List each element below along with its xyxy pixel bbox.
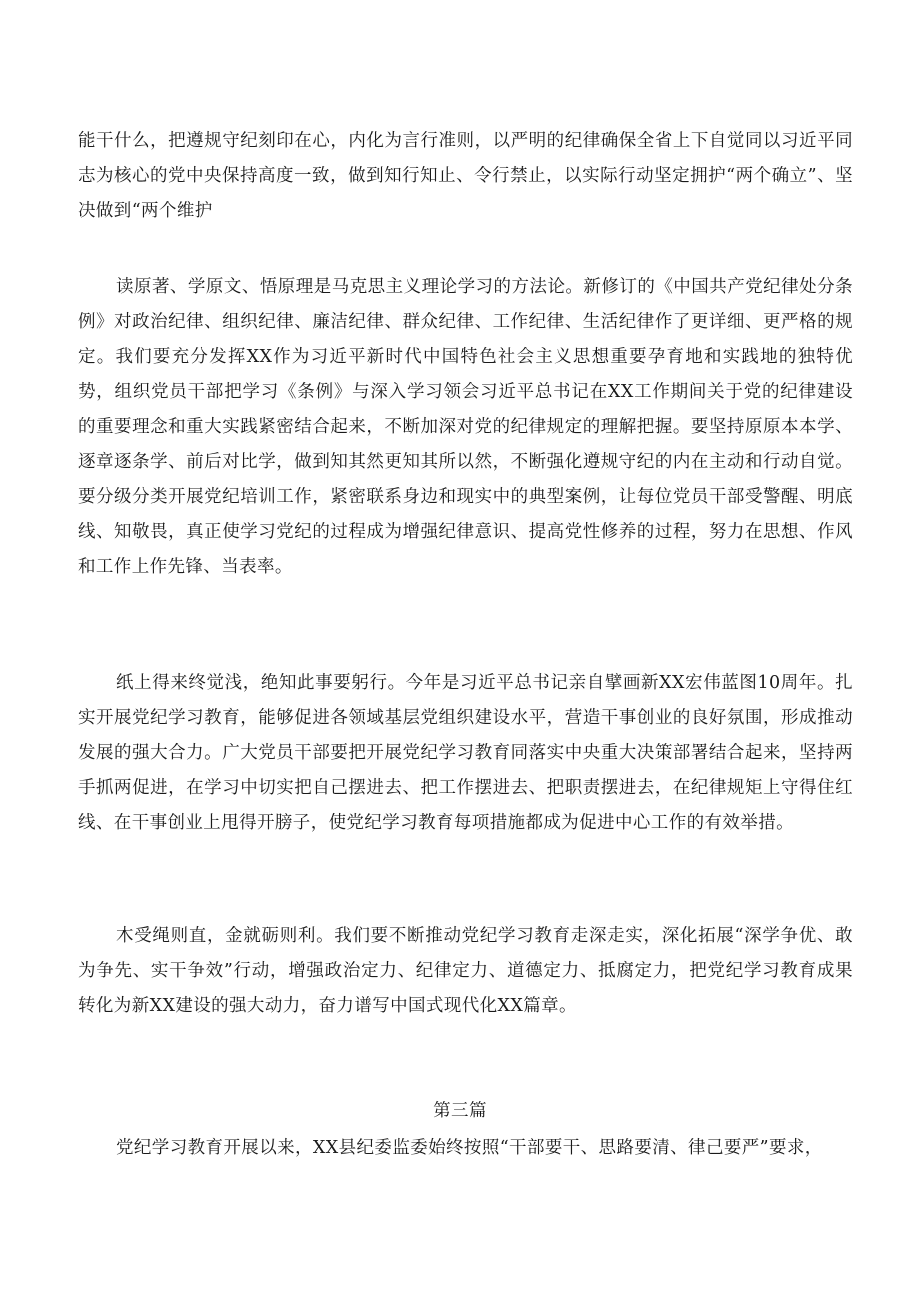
paragraph-continued: 能干什么，把遵规守纪刻印在心，内化为言行准则，以严明的纪律确保全省上下自觉同以习近平同志为核心的党中央保持高度一致，做到知行知止、令行禁止，以实际行动坚定拥护“两个确立”、坚决做到“两个维护 xyxy=(78,131,853,221)
paragraph-practice: 纸上得来终觉浅，绝知此事要躬行。今年是习近平总书记亲自擘画新XX宏伟蓝图10周年。扎实开展党纪学习教育，能够促进各领域基层党组织建设水平，营造干事创业的良好氛围，形成推动发展的强大合力。广大党员干部要把开展党纪学习教育同落实中央重大决策部署结合起来，坚持两手抓两促进，在学习中切实把自己摆进去、把工作摆进去、把职责摆进去，在纪律规矩上守得住红线、在干事创业上甩得开膀子，使党纪学习教育每项措施都成为促进中心工作的有效举措。 xyxy=(78,673,853,833)
paragraph-section-three-start: 党纪学习教育开展以来，XX县纪委监委始终按照“干部要干、思路要清、律己要严”要求， xyxy=(116,1138,823,1158)
paragraph-conclusion: 木受绳则直，金就砺则利。我们要不断推动党纪学习教育走深走实，深化拓展“深学争优、敢为争先、实干争效”行动，增强政治定力、纪律定力、道德定力、抵腐定力，把党纪学习教育成果转化为新XX建设的强大动力，奋力谱写中国式现代化XX篇章。 xyxy=(78,926,853,1016)
paragraph-study-original: 读原著、学原文、悟原理是马克思主义理论学习的方法论。新修订的《中国共产党纪律处分条例》对政治纪律、组织纪律、廉洁纪律、群众纪律、工作纪律、生活纪律作了更详细、更严格的规定。我们要充分发挥XX作为习近平新时代中国特色社会主义思想重要孕育地和实践地的独特优势，组织党员干部把学习《条例》与深入学习领会习近平总书记在XX工作期间关于党的纪律建设的重要理念和重大实践紧密结合起来，不断加深对党的纪律规定的理解把握。要坚持原原本本学、逐章逐条学、前后对比学，做到知其然更知其所以然，不断强化遵规守纪的内在主动和行动自觉。要分级分类开展党纪培训工作，紧密联系身边和现实中的典型案例，让每位党员干部受警醒、明底线、知敬畏，真正使学习党纪的过程成为增强纪律意识、提高党性修养的过程，努力在思想、作风和工作上作先锋、当表率。 xyxy=(78,277,853,577)
section-heading: 第三篇 xyxy=(433,1101,487,1121)
